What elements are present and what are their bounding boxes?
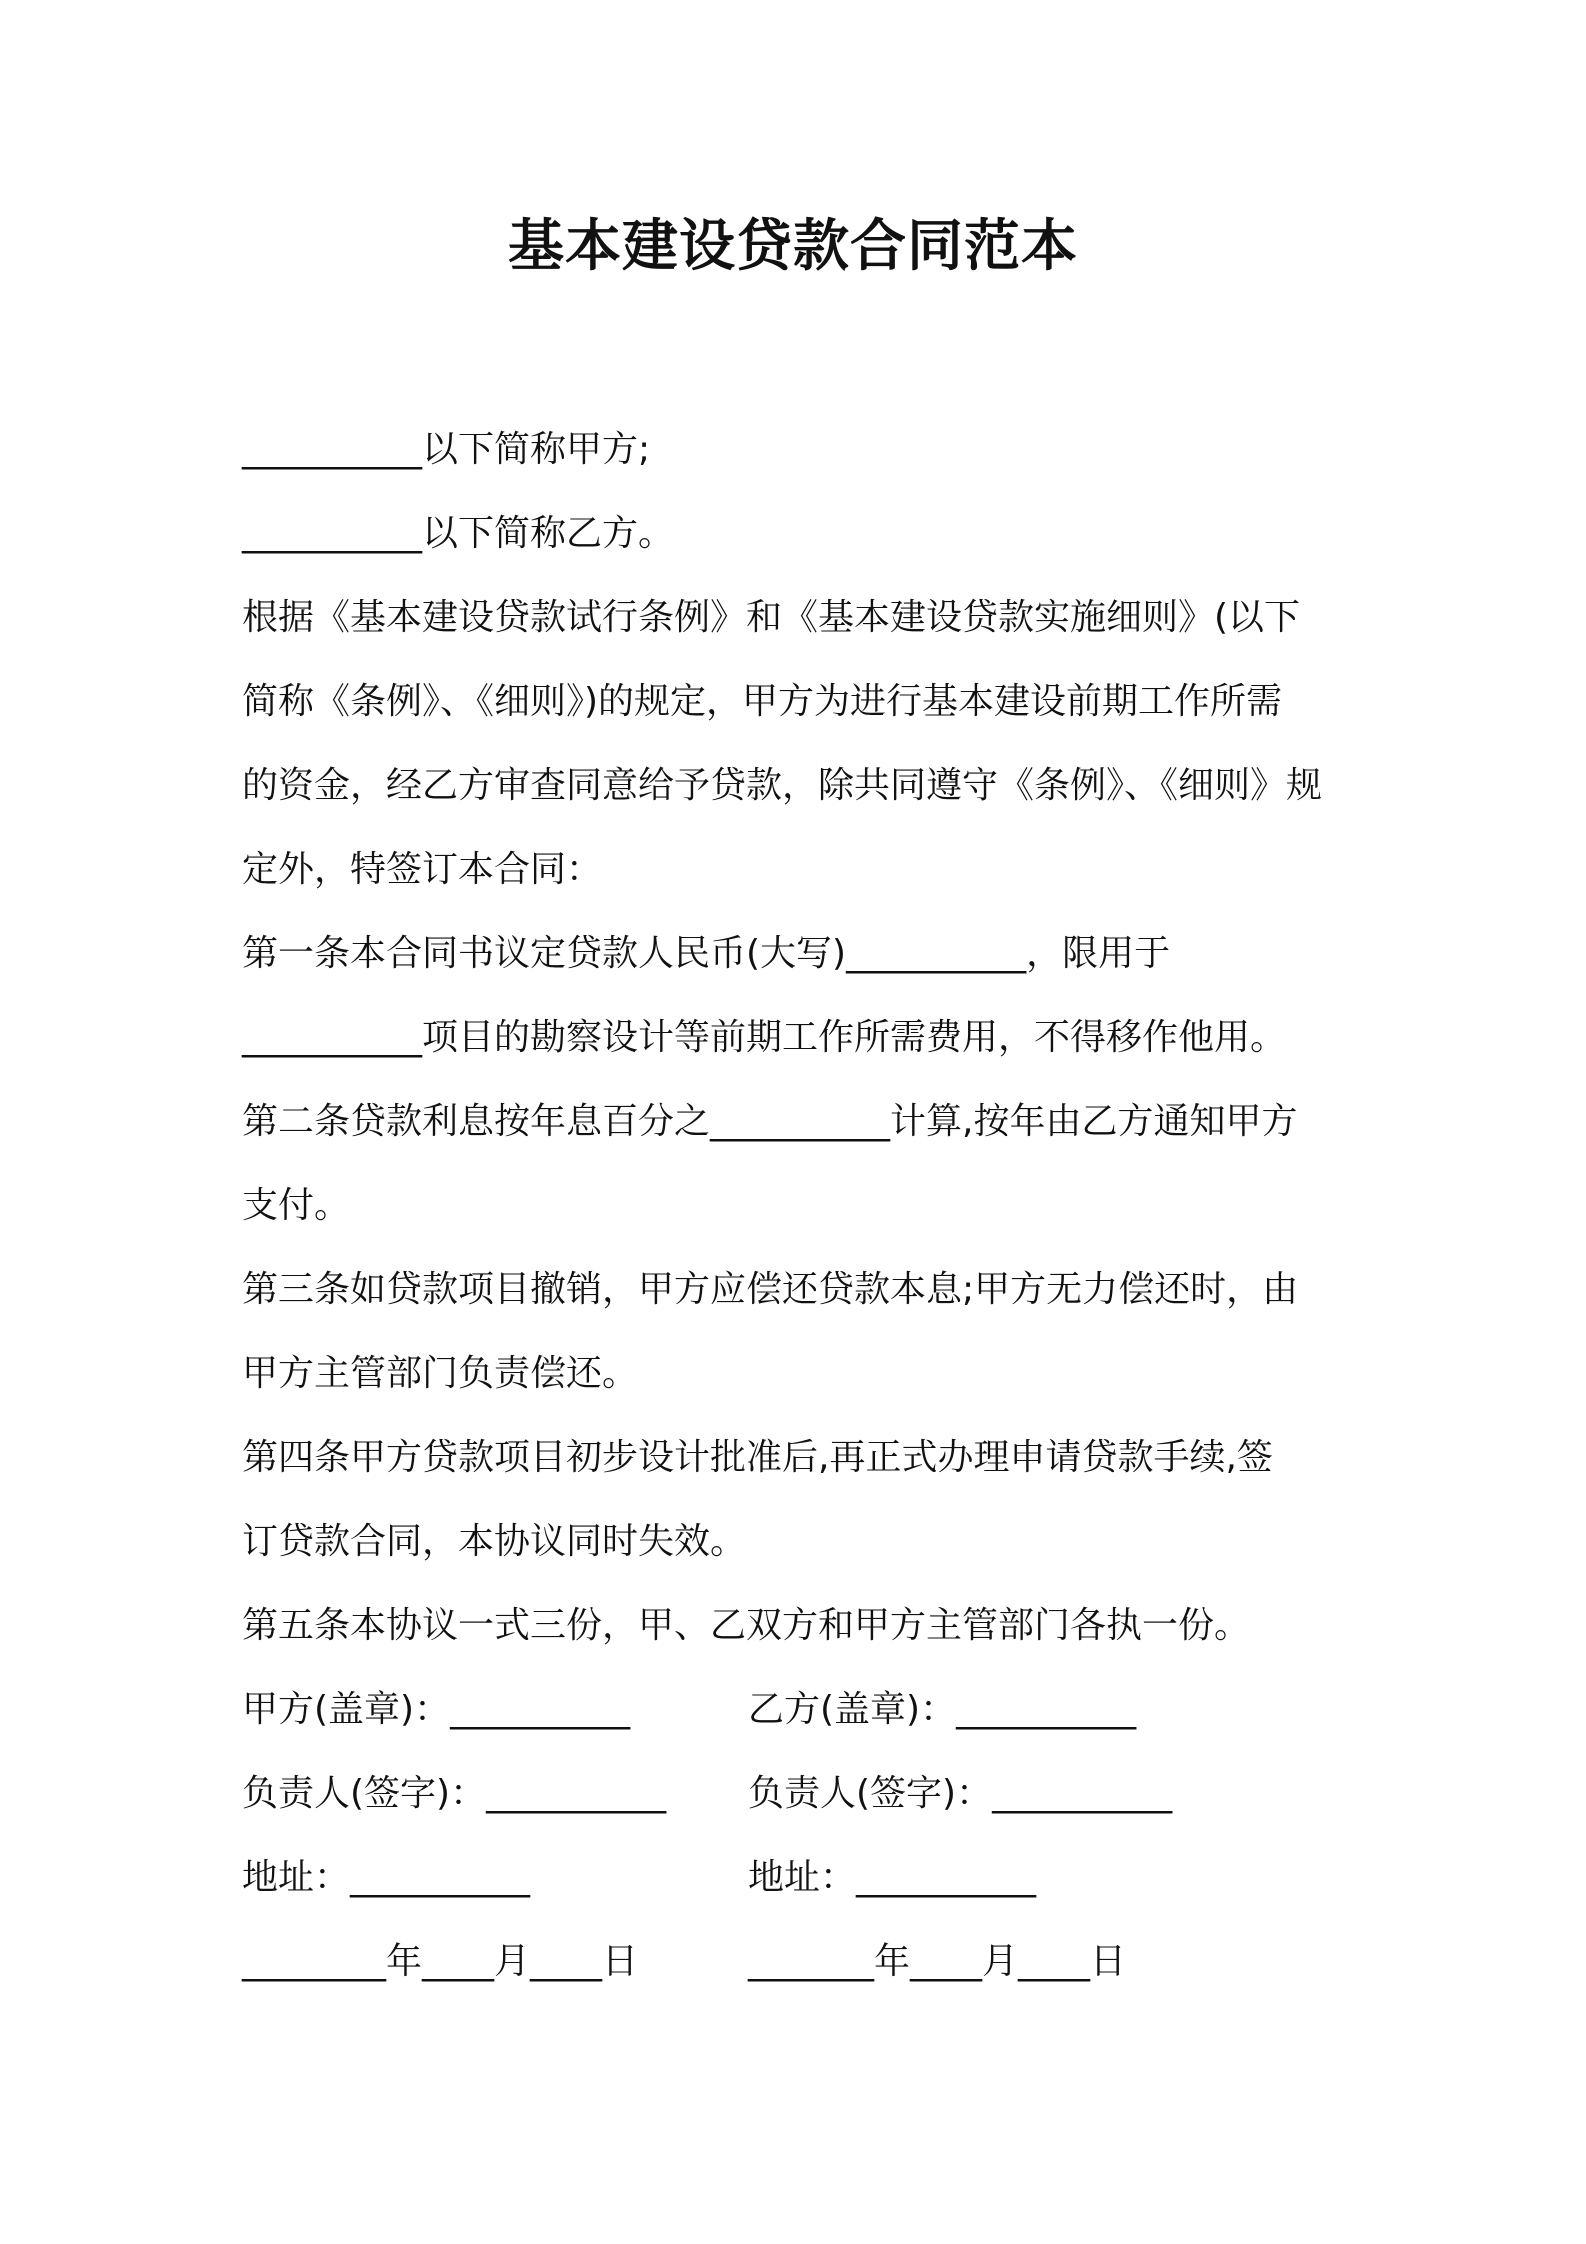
party-a-representative: 负责人(签字)：__________ (242, 1773, 667, 1814)
article-1-line: __________项目的勘察设计等前期工作所需费用，不得移作他用。 (242, 1017, 1287, 1058)
signature-block (242, 1668, 1442, 2004)
party-a-line: __________以下简称甲方; (242, 429, 651, 470)
document-title: 基本建设贷款合同范本 (508, 214, 1078, 279)
article-4-line: 第四条甲方贷款项目初步设计批准后,再正式办理申请贷款手续,签 (242, 1437, 1273, 1478)
article-3-line: 第三条如贷款项目撤销，甲方应偿还贷款本息;甲方无力偿还时，由 (242, 1269, 1299, 1310)
party-a-address: 地址：__________ (242, 1857, 531, 1898)
party-b-seal: 乙方(盖章)：__________ (748, 1689, 1137, 1730)
article-3-line: 甲方主管部门负责偿还。 (242, 1353, 639, 1394)
article-5-line: 第五条本协议一式三份，甲、乙双方和甲方主管部门各执一份。 (242, 1605, 1251, 1646)
preamble-line: 简称《条例》、《细则》)的规定，甲方为进行基本建设前期工作所需 (242, 681, 1283, 722)
preamble-line: 定外，特签订本合同： (242, 849, 603, 890)
party-b-representative: 负责人(签字)：__________ (748, 1773, 1173, 1814)
party-b-address: 地址：__________ (748, 1857, 1037, 1898)
article-2-line: 第二条贷款利息按年息百分之__________计算,按年由乙方通知甲方 (242, 1101, 1298, 1142)
party-a-seal: 甲方(盖章)：__________ (242, 1689, 631, 1730)
party-b-line: __________以下简称乙方。 (242, 513, 675, 554)
article-1-line: 第一条本合同书议定贷款人民币(大写)__________，限用于 (242, 933, 1171, 974)
signature-row-date (242, 1920, 1442, 2004)
signature-row-seal (242, 1668, 1442, 1752)
signature-row-address (242, 1836, 1442, 1920)
party-a-date: ________年____月____日 (242, 1941, 638, 1982)
party-b-date: _______年____月____日 (748, 1941, 1126, 1982)
signature-row-person (242, 1752, 1442, 1836)
article-4-line: 订贷款合同，本协议同时失效。 (242, 1521, 747, 1562)
preamble-line: 的资金，经乙方审查同意给予贷款，除共同遵守《条例》、《细则》规 (242, 765, 1323, 806)
contract-body (242, 408, 1362, 1668)
article-2-line: 支付。 (242, 1185, 351, 1226)
preamble-line: 根据《基本建设贷款试行条例》和《基本建设贷款实施细则》(以下 (242, 597, 1301, 638)
